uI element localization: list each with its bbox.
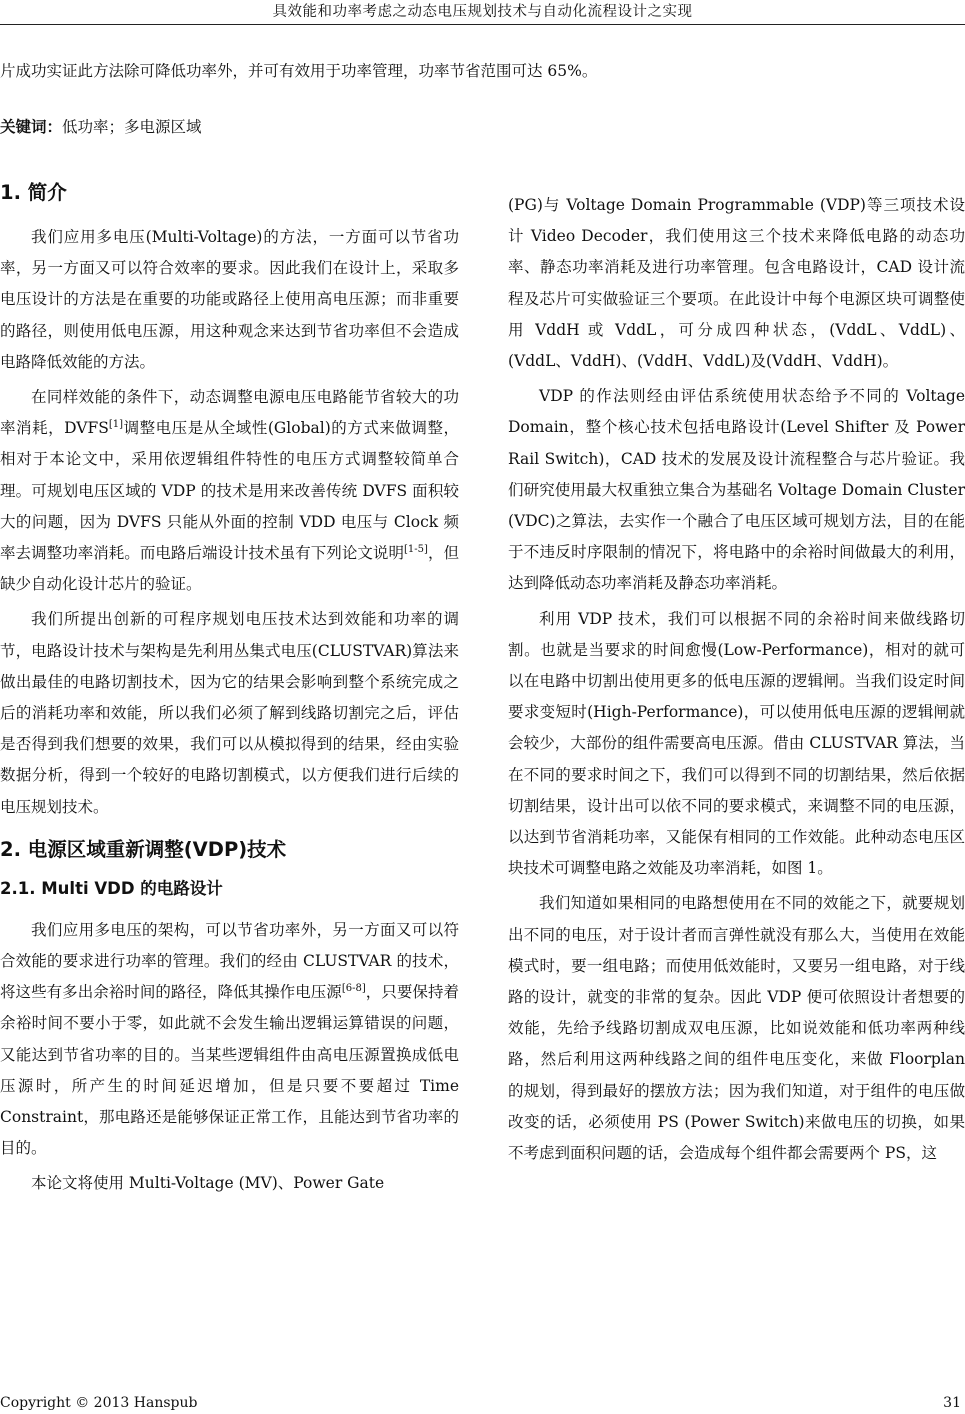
section1-paragraph-1: 我们应用多电压(Multi-Voltage)的方法，一方面可以节省功率，另一方面又可以符合效率的要求。因此我们在设计上，采取多电压设计的方法是在重要的功能或路径上使用高电压源；而非重要的路径，则使用低电压源，用这种观念来达到节省功率但不会造成电路降低效能的方法。 [0, 228, 459, 371]
header-rule [0, 24, 965, 25]
section1-p2-part-a: 在同样效能的条件下，动态调整电源电压电路能节省较大的功率消耗，DVFS [0, 388, 459, 438]
section1-p2-part-c: ，但缺少自动化设计芯片的验证。 [0, 544, 459, 594]
section1-p2-part-b: 调整电压是从全域性(Global)的方式来做调整，相对于本论文中，采用依逻辑组件特性的电压方式调整较简单合理。可规划电压区域的 VDP 的技术是用来改善传统 DVFS 面积较大的问题，因为 DVFS 只能从外面的控制 VDD 电压与 Clock 频率去调整功率消耗。而电路后端设计技术虽有下列论文说明 [0, 419, 459, 563]
section2-paragraph-1 [0, 915, 459, 1165]
section2-heading: 2. 电源区域重新调整(VDP)技术 [0, 837, 287, 861]
section2-p1-part-a: 我们应用多电压的架构，可以节省功率外，另一方面又可以符合效能的要求进行功率的管理。我们的经由 CLUSTVAR 的技术，将这些有多出余裕时间的路径，降低其操作电压源 [0, 920, 459, 1002]
right-column [508, 190, 965, 1169]
right-paragraph-1: (PG)与 Voltage Domain Programmable (VDP)等三项技术设计 Video Decoder，我们使用这三个技术来降低电路的动态功率、静态功率消耗及进行功率管理。包含电路设计，CAD 设计流程及芯片可实做验证三个要项。在此设计中每个电源区块可调整使用 VddH 或 VddL，可分成四种状态，(VddL、VddL)、(VddL、VddH)、(VddH、VddL)及(VddH、VddH)。 [508, 196, 965, 371]
citation-ref: [1-5] [404, 544, 428, 556]
keywords-line [0, 114, 965, 140]
right-paragraph-2: VDP 的作法则经由评估系统使用状态给予不同的 Voltage Domain，整个核心技术包括电路设计(Level Shifter 及 Power Rail Switch)，CAD 技术的发展及设计流程整合与芯片验证。我们研究使用最大权重独立集合为基础名 Voltage Domain Cluster (VDC)之算法，去实作一个融合了电压区域可规划方法，目的在能于不违反时序限制的情况下，将电路中的余裕时间做最大的利用，达到降低动态功率消耗及静态功率消耗。 [508, 387, 965, 593]
right-paragraph-4: 我们知道如果相同的电路想使用在不同的效能之下，就要规划出不同的电压，对于设计者而言弹性就没有那么大，当使用在效能模式时，要一组电路；而使用低效能时，又要另一组电路，对于线路的设计，就变的非常的复杂。因此 VDP 便可依照设计者想要的效能，先给予线路切割成双电压源，比如说效能和低功率两种线路，然后利用这两种线路之间的组件电压变化，来做 Floorplan 的规划，得到最好的摆放方法；因为我们知道，对于组件的电压做改变的话，必须使用 PS (Power Switch)来做电压的切换，如果不考虑到面积问题的话，会造成每个组件都会需要两个 PS，这 [508, 894, 965, 1163]
keywords-label: 关键词： [0, 117, 63, 136]
footer-copyright: Copyright © 2013 Hanspub [0, 1395, 198, 1411]
abstract-tail: 片成功实证此方法除可降低功率外，并可有效用于功率管理，功率节省范围可达 65%。 [0, 62, 598, 80]
section1-heading: 1. 简介 [0, 181, 67, 204]
section1-paragraph-3: 我们所提出创新的可程序规划电压技术达到效能和功率的调节，电路设计技术与架构是先利用丛集式电压(CLUSTVAR)算法来做出最佳的电路切割技术，因为它的结果会影响到整个系统完成之后的消耗功率和效能，所以我们必须了解到线路切割完之后，评估是否得到我们想要的效果，我们可以从模拟得到的结果，经由实验数据分析，得到一个较好的电路切割模式，以方便我们进行后续的电压规划技术。 [0, 610, 459, 816]
right-paragraph-3: 利用 VDP 技术，我们可以根据不同的余裕时间来做线路切割。也就是当要求的时间愈慢(Low-Performance)，相对的就可以在电路中切割出使用更多的低电压源的逻辑闸。当我们设定时间要求变短时(High-Performance)，可以使用低电压源的逻辑闸就会较少，大部份的组件需要高电压源。借由 CLUSTVAR 算法，当在不同的要求时间之下，我们可以得到不同的切割结果，然后依据切割结果，设计出可以依不同的要求模式，来调整不同的电压源，以达到节省消耗功率，又能保有相同的工作效能。此种动态电压区块技术可调整电路之效能及功率消耗，如图 1。 [508, 609, 965, 878]
citation-ref: [1] [108, 419, 124, 431]
keywords-text: 低功率；多电源区域 [62, 118, 202, 136]
citation-ref: [6-8] [341, 983, 366, 995]
section1-paragraph-2 [0, 382, 459, 600]
section2-p1-part-b: ，只要保持着余裕时间不要小于零，如此就不会发生输出逻辑运算错误的问题，又能达到节省功率的目的。当某些逻辑组件由高电压源置换成低电压源时，所产生的时间延迟增加，但是只要不要超过 Time Constraint，那电路还是能够保证正常工作，且能达到节省功率的目的。 [0, 983, 459, 1158]
left-column [0, 178, 459, 1200]
section2-paragraph-2: 本论文将使用 Multi-Voltage (MV)、Power Gate [31, 1174, 385, 1193]
subsection-2-1-heading: 2.1. Multi VDD 的电路设计 [0, 878, 223, 898]
running-title: 具效能和功率考虑之动态电压规划技术与自动化流程设计之实现 [272, 4, 693, 20]
page-number: 31 [943, 1395, 961, 1411]
